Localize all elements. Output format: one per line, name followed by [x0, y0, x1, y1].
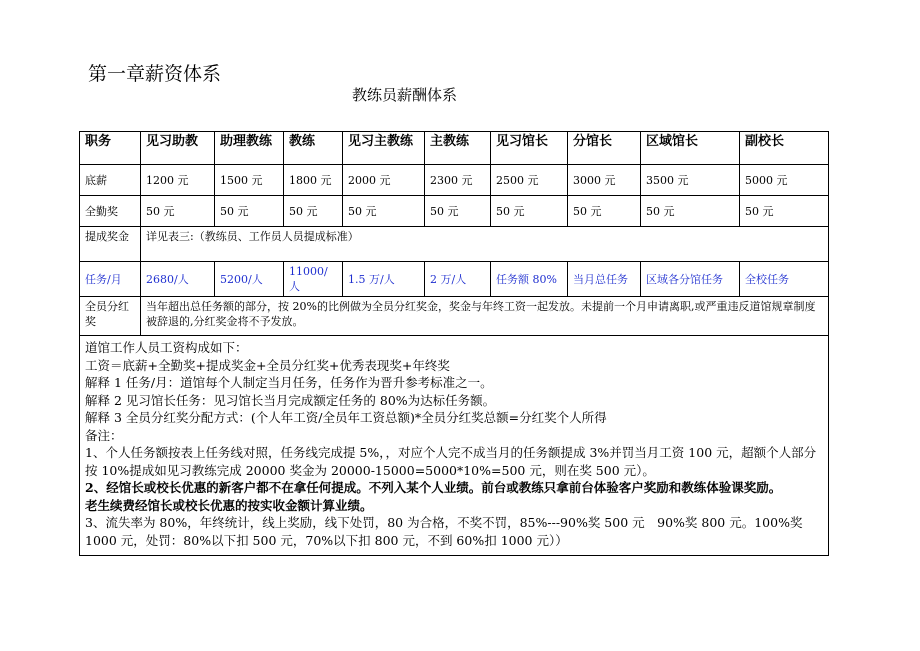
- header-row: [80, 132, 829, 165]
- dividend-row: [80, 297, 829, 336]
- header-cell: 职务: [80, 132, 141, 165]
- remark-2: 2、经馆长或校长优惠的新客户都不在拿任何提成。不列入某个人业绩。前台或教练只拿前台体验客户奖励和教练体验课奖励。: [85, 480, 782, 495]
- explanation-3: 解释 3 全员分红奖分配方式：(个人年工资/全员年工资总额)*全员分红奖总额=分红奖个人所得: [85, 410, 607, 425]
- table-cell: 2500 元: [491, 165, 568, 196]
- table-cell: 2680/人: [141, 262, 215, 297]
- table-cell: 2300 元: [425, 165, 491, 196]
- remark-3: 3、流失率为 80%，年终统计，线上奖励，线下处罚，80 为合格，不奖不罚，85%---90%奖 500 元 90%奖 800 元。100%奖 1000 元，处罚：80%以下扣 500 元，70%以下扣 800 元，不到 60%扣 1000 元））: [85, 515, 803, 548]
- table-cell: 50 元: [141, 196, 215, 227]
- table-cell: 5200/人: [215, 262, 284, 297]
- remark-label: 备注：: [85, 427, 123, 443]
- row-label: 提成奖金: [80, 227, 141, 262]
- header-cell: 主教练: [425, 132, 491, 165]
- remark-2b: 老生续费经馆长或校长优惠的按实收金额计算业绩。: [85, 497, 373, 513]
- table-cell: 2000 元: [343, 165, 425, 196]
- notes-row: [80, 336, 829, 556]
- table-cell: 1200 元: [141, 165, 215, 196]
- remark-1: 1、个人任务额按表上任务线对照，任务线完成提 5%，，对应个人完不成当月的任务额提成 3%并罚当月工资 100 元，超额个人部分按 10%提成如见习教练完成 20000 奖金为 20000-15000=5000*10%=500 元，则在奖 500 元）。: [85, 445, 817, 478]
- table-cell: 2 万/人: [425, 262, 491, 297]
- dividend-text: 当年超出总任务额的部分，按 20%的比例做为全员分红奖金，奖金与年终工资一起发放。未提前一个月申请离职,或严重违反道馆规章制度被辞退的,分红奖金将不予发放。: [141, 297, 829, 336]
- header-cell: 教练: [284, 132, 343, 165]
- row-label: 全勤奖: [80, 196, 141, 227]
- header-cell: 见习助教: [141, 132, 215, 165]
- table-cell: 1.5 万/人: [343, 262, 425, 297]
- table-cell: 50 元: [284, 196, 343, 227]
- table-cell: 当月总任务: [568, 262, 641, 297]
- table-cell: 50 元: [491, 196, 568, 227]
- table-cell: 50 元: [343, 196, 425, 227]
- table-cell: 3000 元: [568, 165, 641, 196]
- table-cell: 50 元: [641, 196, 740, 227]
- notes-cell: [80, 336, 829, 556]
- header-cell: 区域馆长: [641, 132, 740, 165]
- table-cell: 50 元: [740, 196, 829, 227]
- attendance-bonus-row: [80, 196, 829, 227]
- table-cell: 区域各分馆任务: [641, 262, 740, 297]
- table-cell: 50 元: [568, 196, 641, 227]
- notes-intro: 道馆工作人员工资构成如下：: [85, 340, 248, 355]
- task-row: [80, 262, 829, 297]
- table-cell: 3500 元: [641, 165, 740, 196]
- table-cell: 1800 元: [284, 165, 343, 196]
- table-cell: 50 元: [425, 196, 491, 227]
- table-cell: 5000 元: [740, 165, 829, 196]
- header-cell: 见习主教练: [343, 132, 425, 165]
- document-title: 教练员薪酬体系: [352, 86, 458, 104]
- header-cell: 副校长: [740, 132, 829, 165]
- table-cell: 1500 元: [215, 165, 284, 196]
- salary-table: [79, 131, 829, 556]
- explanation-2: 解释 2 见习馆长任务：见习馆长当月完成额定任务的 80%为达标任务额。: [85, 392, 496, 408]
- commission-row: [80, 227, 829, 262]
- row-label: 任务/月: [80, 262, 141, 297]
- table-cell: 任务额 80%: [491, 262, 568, 297]
- base-salary-row: [80, 165, 829, 196]
- salary-formula: 工资＝底薪+全勤奖+提成奖金+全员分红奖+优秀表现奖+年终奖: [85, 357, 450, 373]
- table-cell: 11000/人: [284, 262, 343, 297]
- commission-text: 详见表三:（教练员、工作员人员提成标准）: [141, 227, 829, 262]
- table-cell: 全校任务: [740, 262, 829, 297]
- row-label: 全员分红奖: [80, 297, 141, 336]
- chapter-title: 第一章薪资体系: [88, 63, 222, 85]
- explanation-1: 解释 1 任务/月：道馆每个人制定当月任务，任务作为晋升参考标准之一。: [85, 375, 493, 390]
- header-cell: 助理教练: [215, 132, 284, 165]
- table-cell: 50 元: [215, 196, 284, 227]
- header-cell: 分馆长: [568, 132, 641, 165]
- row-label: 底薪: [80, 165, 141, 196]
- header-cell: 见习馆长: [491, 132, 568, 165]
